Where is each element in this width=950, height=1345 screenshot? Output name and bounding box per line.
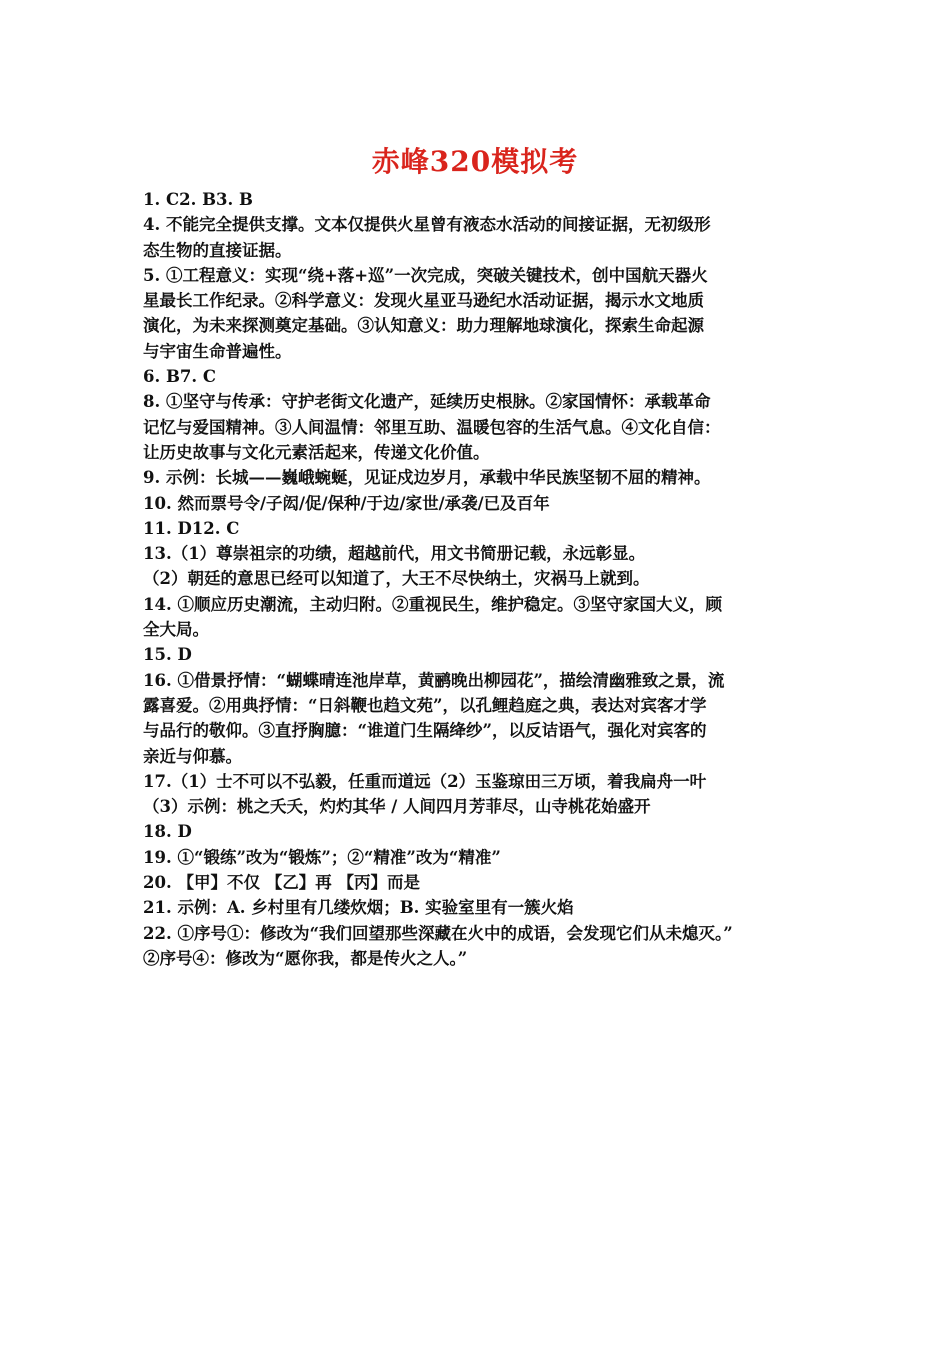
answer-line: 11. D12. C xyxy=(143,518,240,538)
answer-line: 1. C2. B3. B xyxy=(143,190,253,209)
answer-line: 星最长工作纪录。②科学意义：发现火星亚马逊纪水活动证据，揭示水文地质 xyxy=(143,291,704,311)
answer-body xyxy=(143,187,815,971)
answer-line: 露喜爱。②用典抒情：“日斜鞭也趋文苑”，以孔鲤趋庭之典，表达对宾客才学 xyxy=(143,695,707,715)
answer-line: 记忆与爱国精神。③人间温情：邻里互助、温暖包容的生活气息。④文化自信： xyxy=(143,417,721,437)
answer-line: 21. 示例：A. 乡村里有几缕炊烟；B. 实验室里有一簇火焰 xyxy=(143,898,574,918)
answer-line: 态生物的直接证据。 xyxy=(143,240,292,260)
answer-line: （2）朝廷的意思已经可以知道了，大王不尽快纳土，灾祸马上就到。 xyxy=(143,569,650,589)
answer-line: ②序号④：修改为“愿你我，都是传火之人。” xyxy=(143,948,468,968)
answer-line: 4. 不能完全提供支撑。文本仅提供火星曾有液态水活动的间接证据，无初级形 xyxy=(143,215,711,235)
answer-line: 演化，为未来探测奠定基础。③认知意义：助力理解地球演化，探索生命起源 xyxy=(143,316,704,336)
answer-line: 让历史故事与文化元素活起来，传递文化价值。 xyxy=(143,442,490,462)
answer-line: 全大局。 xyxy=(143,620,209,640)
answer-line: 8. ①坚守与传承：守护老街文化遗产，延续历史根脉。②家国情怀：承载革命 xyxy=(143,392,711,412)
answer-line: 15. D xyxy=(143,645,192,665)
answer-line: 与宇宙生命普遍性。 xyxy=(143,341,292,361)
answer-line: 19. ①“锻练”改为“锻炼”；②“精准”改为“精准” xyxy=(143,847,501,867)
answer-line: 16. ①借景抒情：“蝴蝶晴连池岸草，黄鹂晚出柳园花”，描绘清幽雅致之景，流 xyxy=(143,670,725,690)
answer-line: 10. 然而票号令/子闳/促/保种/于边/家世/承袭/已及百年 xyxy=(143,493,550,513)
answer-line: 5. ①工程意义：实现“绕+落+巡”一次完成，突破关键技术，创中国航天器火 xyxy=(143,265,708,285)
answer-line: 亲近与仰慕。 xyxy=(143,746,242,766)
answer-line: 14. ①顺应历史潮流，主动归附。②重视民生，维护稳定。③坚守家国大义，顾 xyxy=(143,594,722,614)
answer-line: 6. B7. C xyxy=(143,367,217,387)
answer-line: 17.（1）士不可以不弘毅，任重而道远（2）玉鉴琼田三万顷，着我扁舟一叶 xyxy=(143,771,707,791)
answer-line: 9. 示例：长城——巍峨蜿蜒，见证戍边岁月，承载中华民族坚韧不屈的精神。 xyxy=(143,468,711,488)
page-title: 赤峰320模拟考 xyxy=(371,145,579,178)
answer-line: 18. D xyxy=(143,822,192,842)
answer-line: 与品行的敬仰。③直抒胸臆：“谁道门生隔绛纱”，以反诘语气，强化对宾客的 xyxy=(143,721,707,741)
answer-line: 22. ①序号①：修改为“我们回望那些深藏在火中的成语，会发现它们从未熄灭。” xyxy=(143,923,733,943)
answer-line: 13.（1）尊崇祖宗的功绩，超越前代，用文书简册记载，永远彰显。 xyxy=(143,544,646,564)
answer-line: （3）示例：桃之夭夭，灼灼其华 / 人间四月芳菲尽，山寺桃花始盛开 xyxy=(143,797,651,817)
answer-line: 20. 【甲】不仅 【乙】再 【丙】而是 xyxy=(143,873,420,893)
